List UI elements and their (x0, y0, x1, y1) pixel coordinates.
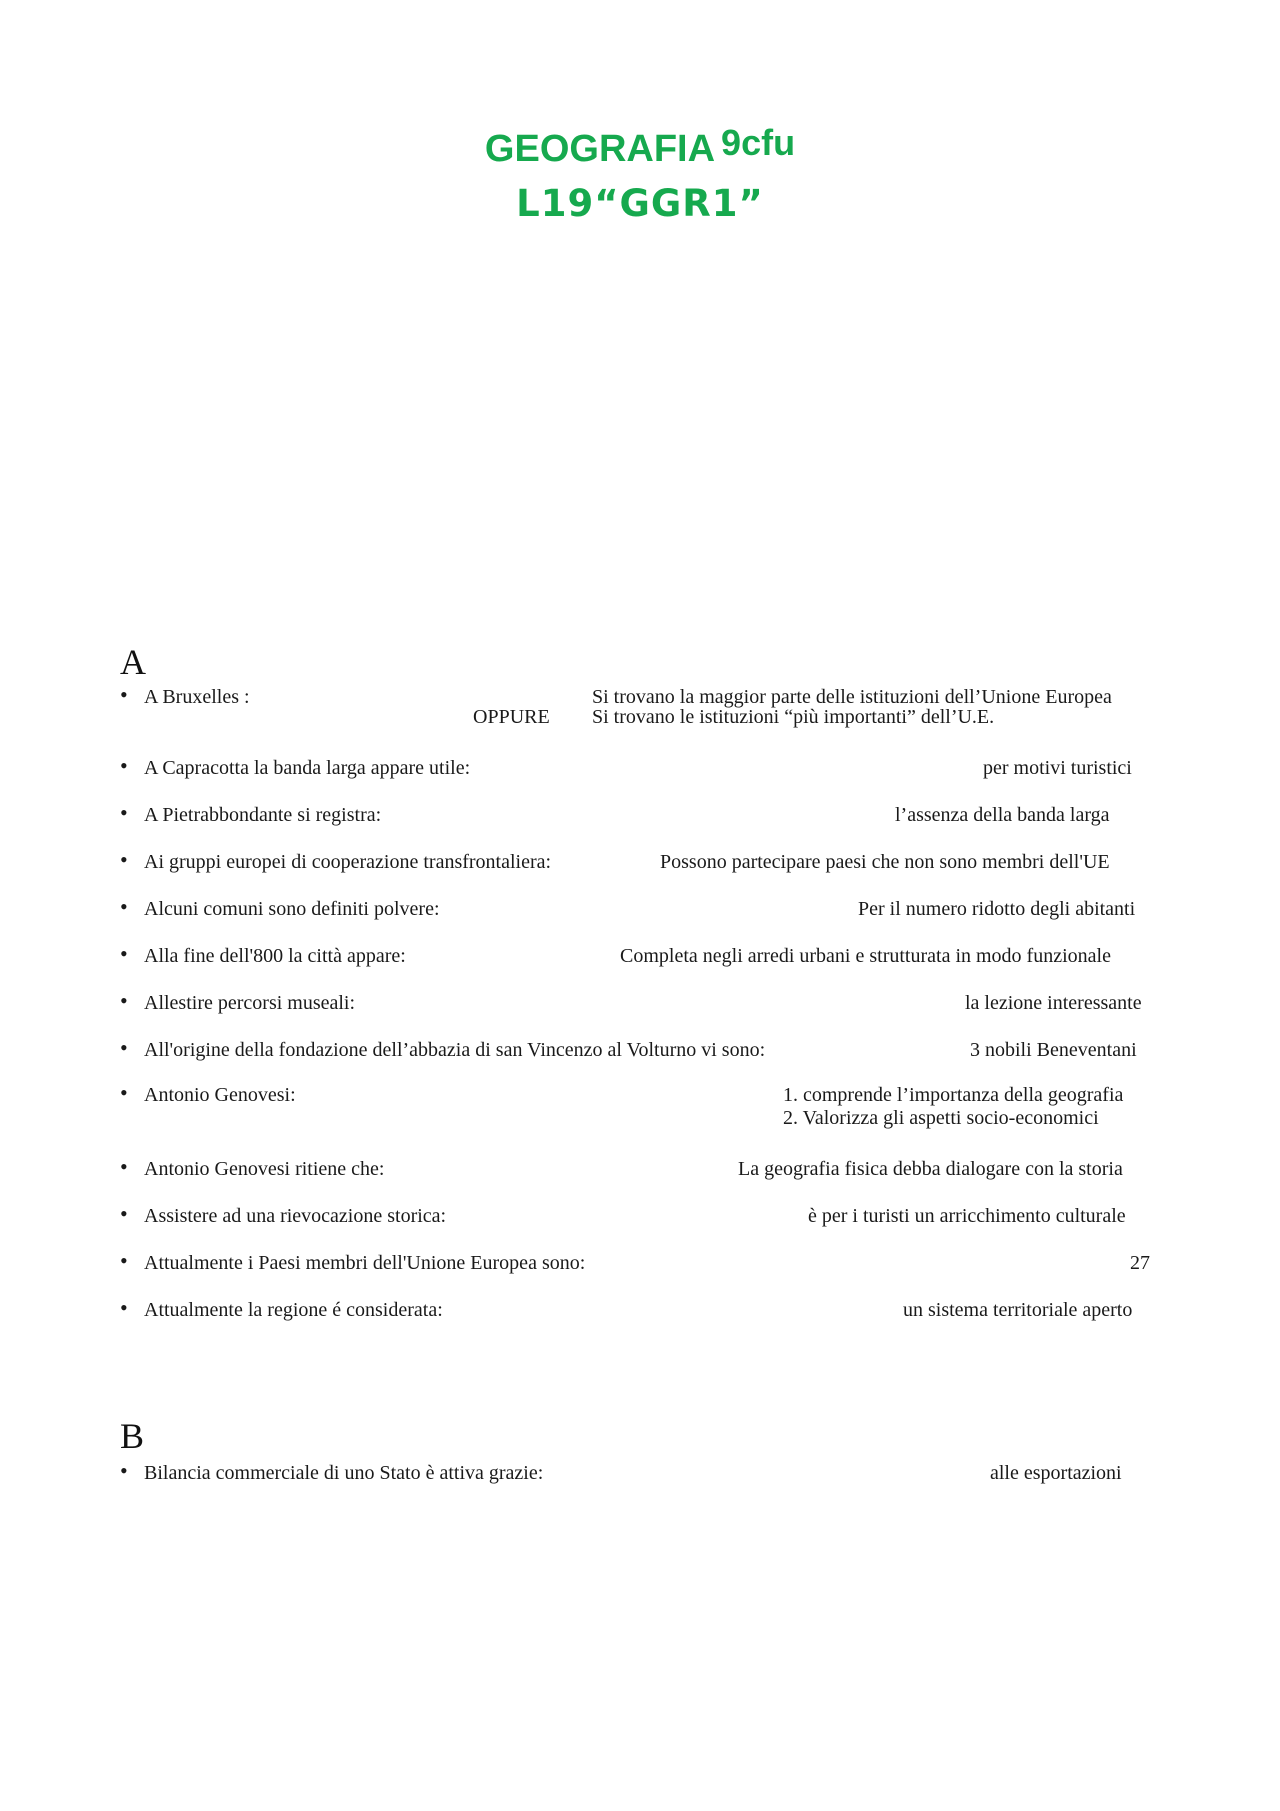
bullet: • (120, 1295, 128, 1320)
item-question: Attualmente la regione é considerata: (144, 1299, 443, 1321)
item-answer: la lezione interessante (965, 992, 1142, 1014)
item-answer: per motivi turistici (983, 757, 1132, 779)
item-question: A Bruxelles : (144, 686, 250, 708)
item-answer: Completa negli arredi urbani e strutturata in modo funzionale (620, 945, 1111, 967)
section-letter-a: A (120, 642, 146, 682)
bullet: • (120, 1201, 128, 1226)
bullet: • (120, 988, 128, 1013)
item-question: Attualmente i Paesi membri dell'Unione Europea sono: (144, 1252, 586, 1274)
bullet: • (120, 941, 128, 966)
item-question: A Capracotta la banda larga appare utile: (144, 757, 471, 779)
section-letter-b: B (120, 1416, 145, 1456)
item-question: Antonio Genovesi: (144, 1084, 296, 1106)
item-answer: Per il numero ridotto degli abitanti (858, 898, 1136, 920)
bullet: • (120, 800, 128, 825)
document-subtitle: L19“GGR1” (516, 182, 764, 225)
item-question: Alla fine dell'800 la città appare: (144, 945, 406, 967)
item-question: Assistere ad una rievocazione storica: (144, 1205, 447, 1227)
item-answer: Si trovano la maggior parte delle istituzioni dell’Unione Europea (592, 686, 1112, 708)
bullet: • (120, 1080, 128, 1105)
item-answer: 27 (1130, 1252, 1150, 1274)
item-answer: alle esportazioni (990, 1462, 1122, 1484)
item-question: Alcuni comuni sono definiti polvere: (144, 898, 440, 920)
bullet: • (120, 1035, 128, 1060)
item-question: Bilancia commerciale di uno Stato è attiva grazie: (144, 1462, 544, 1484)
item-answer: è per i turisti un arricchimento culturale (808, 1205, 1126, 1227)
item-answer: Possono partecipare paesi che non sono membri dell'UE (660, 851, 1110, 873)
item-answer: l’assenza della banda larga (895, 804, 1110, 826)
item-answer-list-1: 1. comprende l’importanza della geografia (783, 1084, 1124, 1106)
bullet: • (120, 1458, 128, 1483)
item-answer: 3 nobili Beneventani (970, 1039, 1137, 1061)
item-question: Ai gruppi europei di cooperazione transfrontaliera: (144, 851, 552, 873)
item-answer: La geografia fisica debba dialogare con la storia (738, 1158, 1123, 1180)
item-alt-answer: Si trovano le istituzioni “più importanti” dell’U.E. (592, 706, 995, 728)
bullet: • (120, 1154, 128, 1179)
oppure-label: OPPURE (473, 706, 550, 728)
item-question: A Pietrabbondante si registra: (144, 804, 382, 826)
title-suffix: 9cfu (721, 122, 796, 163)
item-question: Allestire percorsi museali: (144, 992, 356, 1014)
document-title (0, 122, 1280, 171)
bullet: • (120, 847, 128, 872)
title-main: GEOGRAFIA (484, 128, 716, 170)
bullet: • (120, 753, 128, 778)
bullet: • (120, 682, 128, 707)
item-answer: un sistema territoriale aperto (903, 1299, 1133, 1321)
item-answer-list-2: 2. Valorizza gli aspetti socio-economici (783, 1107, 1099, 1129)
item-question: All'origine della fondazione dell’abbazia di san Vincenzo al Volturno vi sono: (144, 1039, 766, 1061)
bullet: • (120, 894, 128, 919)
item-question: Antonio Genovesi ritiene che: (144, 1158, 385, 1180)
bullet: • (120, 1248, 128, 1273)
